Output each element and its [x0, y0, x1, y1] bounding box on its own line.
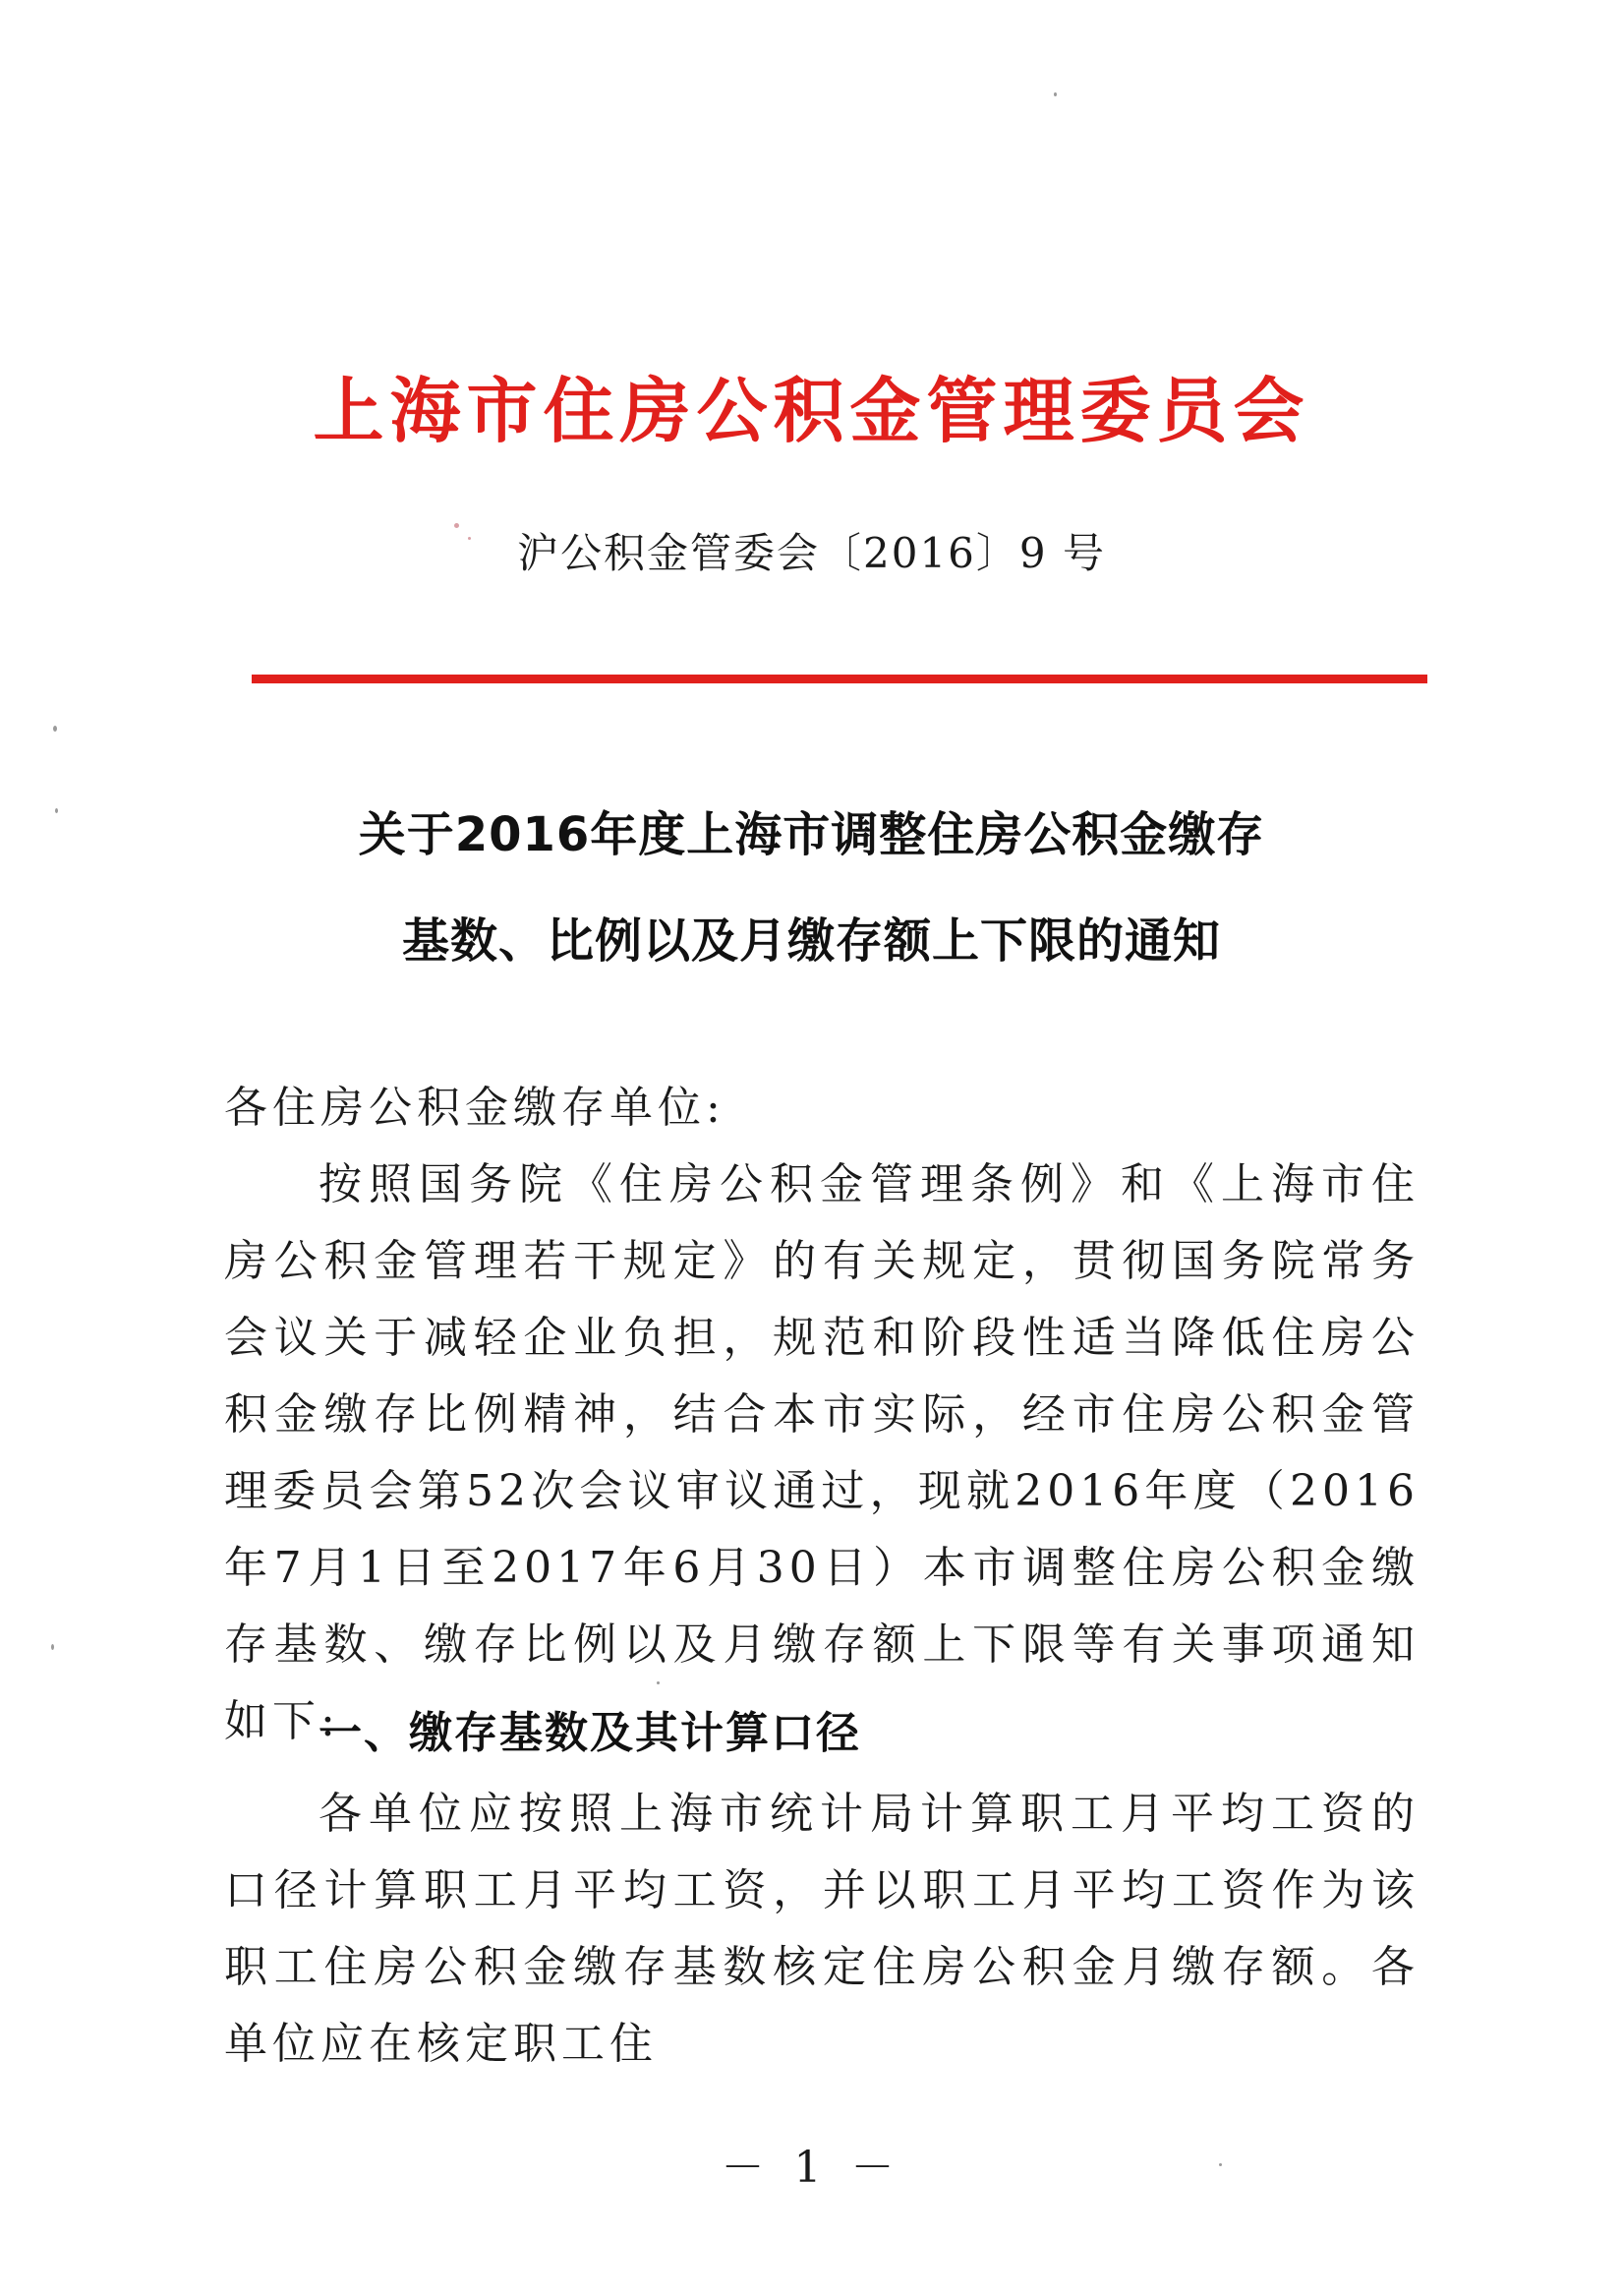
scan-speck [454, 523, 459, 528]
scan-speck [468, 537, 471, 540]
scan-speck [1219, 2163, 1222, 2166]
notice-title-line-2: 基数、比例以及月缴存额上下限的通知 [401, 913, 1221, 969]
body-paragraph-2: 各单位应按照上海市统计局计算职工月平均工资的口径计算职工月平均工资，并以职工月平均工资作为该职工住房公积金缴存基数核定住房公积金月缴存额。各单位应在核定职工住 [224, 1789, 1420, 2069]
red-divider-rule [252, 675, 1427, 683]
salutation: 各住房公积金缴存单位: [224, 1083, 725, 1133]
notice-title-line-1: 关于2016年度上海市调整住房公积金缴存 [358, 807, 1265, 862]
body-paragraph-1: 按照国务院《住房公积金管理条例》和《上海市住房公积金管理若干规定》的有关规定，贯彻国务院常务会议关于减轻企业负担，规范和阶段性适当降低住房公积金缴存比例精神，结合本市实际，经市住房公积金管理委员会第52次会议审议通过，现就2016年度（2016年7月1日至2017年6月30日）本市调整住房公积金缴存基数、缴存比例以及月缴存额上下限等有关事项通知如下: [224, 1159, 1420, 1746]
agency-masthead: 上海市住房公积金管理委员会 [313, 370, 1310, 452]
page-number: － 1 － [721, 2143, 902, 2193]
scan-speck [51, 1644, 54, 1650]
scan-speck [657, 1681, 660, 1684]
document-number: 沪公积金管委会〔2016〕9 号 [517, 529, 1106, 577]
section-heading-1: 一、缴存基数及其计算口径 [319, 1708, 861, 1758]
scan-speck [1054, 92, 1057, 96]
scan-speck [53, 726, 57, 732]
scan-speck [55, 808, 58, 813]
